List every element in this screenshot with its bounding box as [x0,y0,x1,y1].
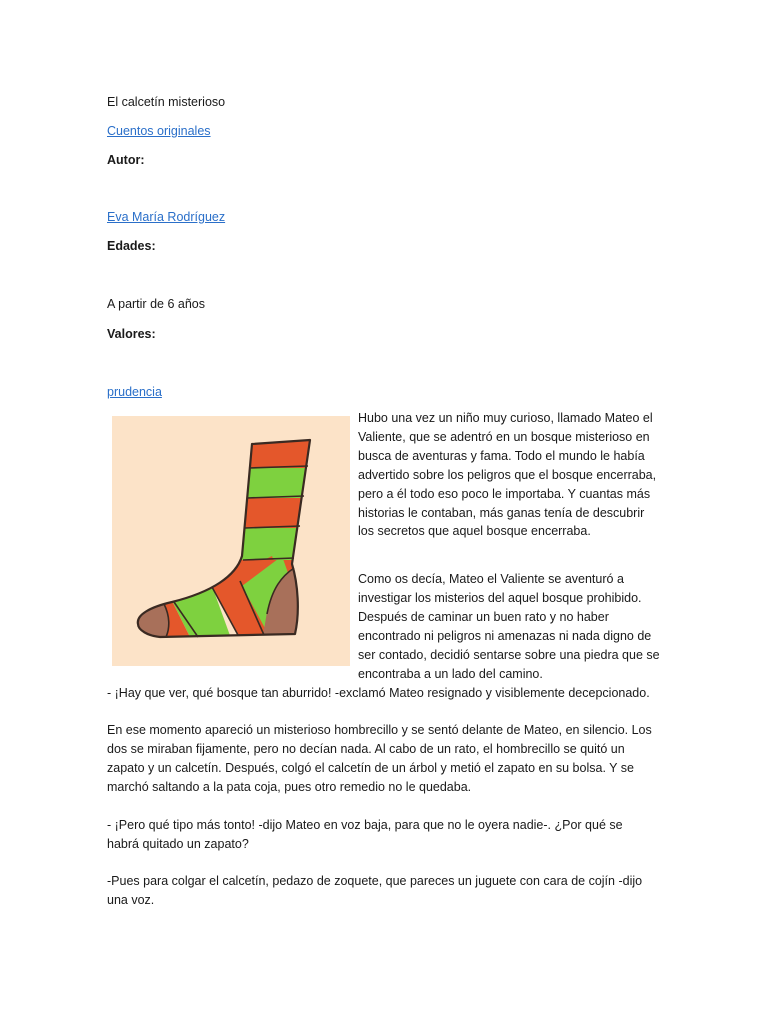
sock-illustration [112,416,350,666]
text-line: los secretos que aquel bosque encerraba. [358,524,591,539]
exclamation-line [107,684,667,703]
fifth-paragraph [107,872,667,910]
values-link[interactable]: prudencia [107,385,162,399]
text-line: una voz. [107,893,155,907]
text-line: marchó saltando a la pata coja, pues otro remedio no le quedaba. [107,780,472,794]
text-line: historias le contaban, más ganas tenía de descubrir [358,505,645,520]
text-line: advertido sobre los peligros que el bosque encerraba, [358,467,657,482]
text-line: pero a él todo eso poco le importaba. Y cuantas más [358,486,651,501]
intro-paragraph [358,409,668,541]
text-line: investigar los misterios del aquel bosque prohibido. [358,590,642,605]
sock-stripe-3 [112,498,350,528]
text-line: busca de aventuras y fama. Todo el mundo le había [358,448,645,463]
text-line: habrá quitado un zapato? [107,837,249,851]
ages-value: A partir de 6 años [107,297,205,311]
text-line: encontraba a un lado del camino. [358,666,543,681]
sock-stripe-4 [112,528,350,560]
text-line: dos se miraban fijamente, pero no decían nada. Al cabo de un rato, el hombrecillo se quitó un [107,742,625,756]
sock-stripe-1 [112,416,350,468]
document-title: El calcetín misterioso [107,95,226,109]
text-line: -Pues para colgar el calcetín, pedazo de zoquete, que pareces un juguete con cara de cojín -dijo [107,874,643,888]
author-label: Autor: [107,153,145,167]
collection-link[interactable]: Cuentos originales [107,124,211,138]
text-line: En ese momento apareció un misterioso hombrecillo y se sentó delante de Mateo, en silencio. Los [107,723,652,737]
author-link[interactable]: Eva María Rodríguez [107,210,226,224]
text-line: Como os decía, Mateo el Valiente se aventuró a [358,572,624,586]
sock-stripe-2 [112,468,350,498]
text-line: Valiente, que se adentró en un bosque misterioso en [358,429,650,444]
text-line: encontrado ni peligros ni amenazas ni nada digno de [358,628,652,643]
fourth-paragraph [107,816,667,854]
ages-label: Edades: [107,239,156,253]
text-line: zapato y un calcetín. Después, colgó el calcetín de un árbol y metió el zapato en su bolsa. Y se [107,761,634,775]
second-paragraph [358,570,668,683]
text-line: Hubo una vez un niño muy curioso, llamado Mateo el [358,411,653,425]
text-line: - ¡Pero qué tipo más tonto! -dijo Mateo en voz baja, para que no le oyera nadie-. ¿Por qué se [107,818,623,832]
third-paragraph [107,721,667,797]
text-line: Después de caminar un buen rato y no haber [358,609,609,624]
values-label: Valores: [107,327,156,341]
text-line: - ¡Hay que ver, qué bosque tan aburrido! -exclamó Mateo resignado y visiblemente decepcionado. [107,686,650,700]
text-line: ser contado, decidió sentarse sobre una piedra que se [358,647,660,662]
